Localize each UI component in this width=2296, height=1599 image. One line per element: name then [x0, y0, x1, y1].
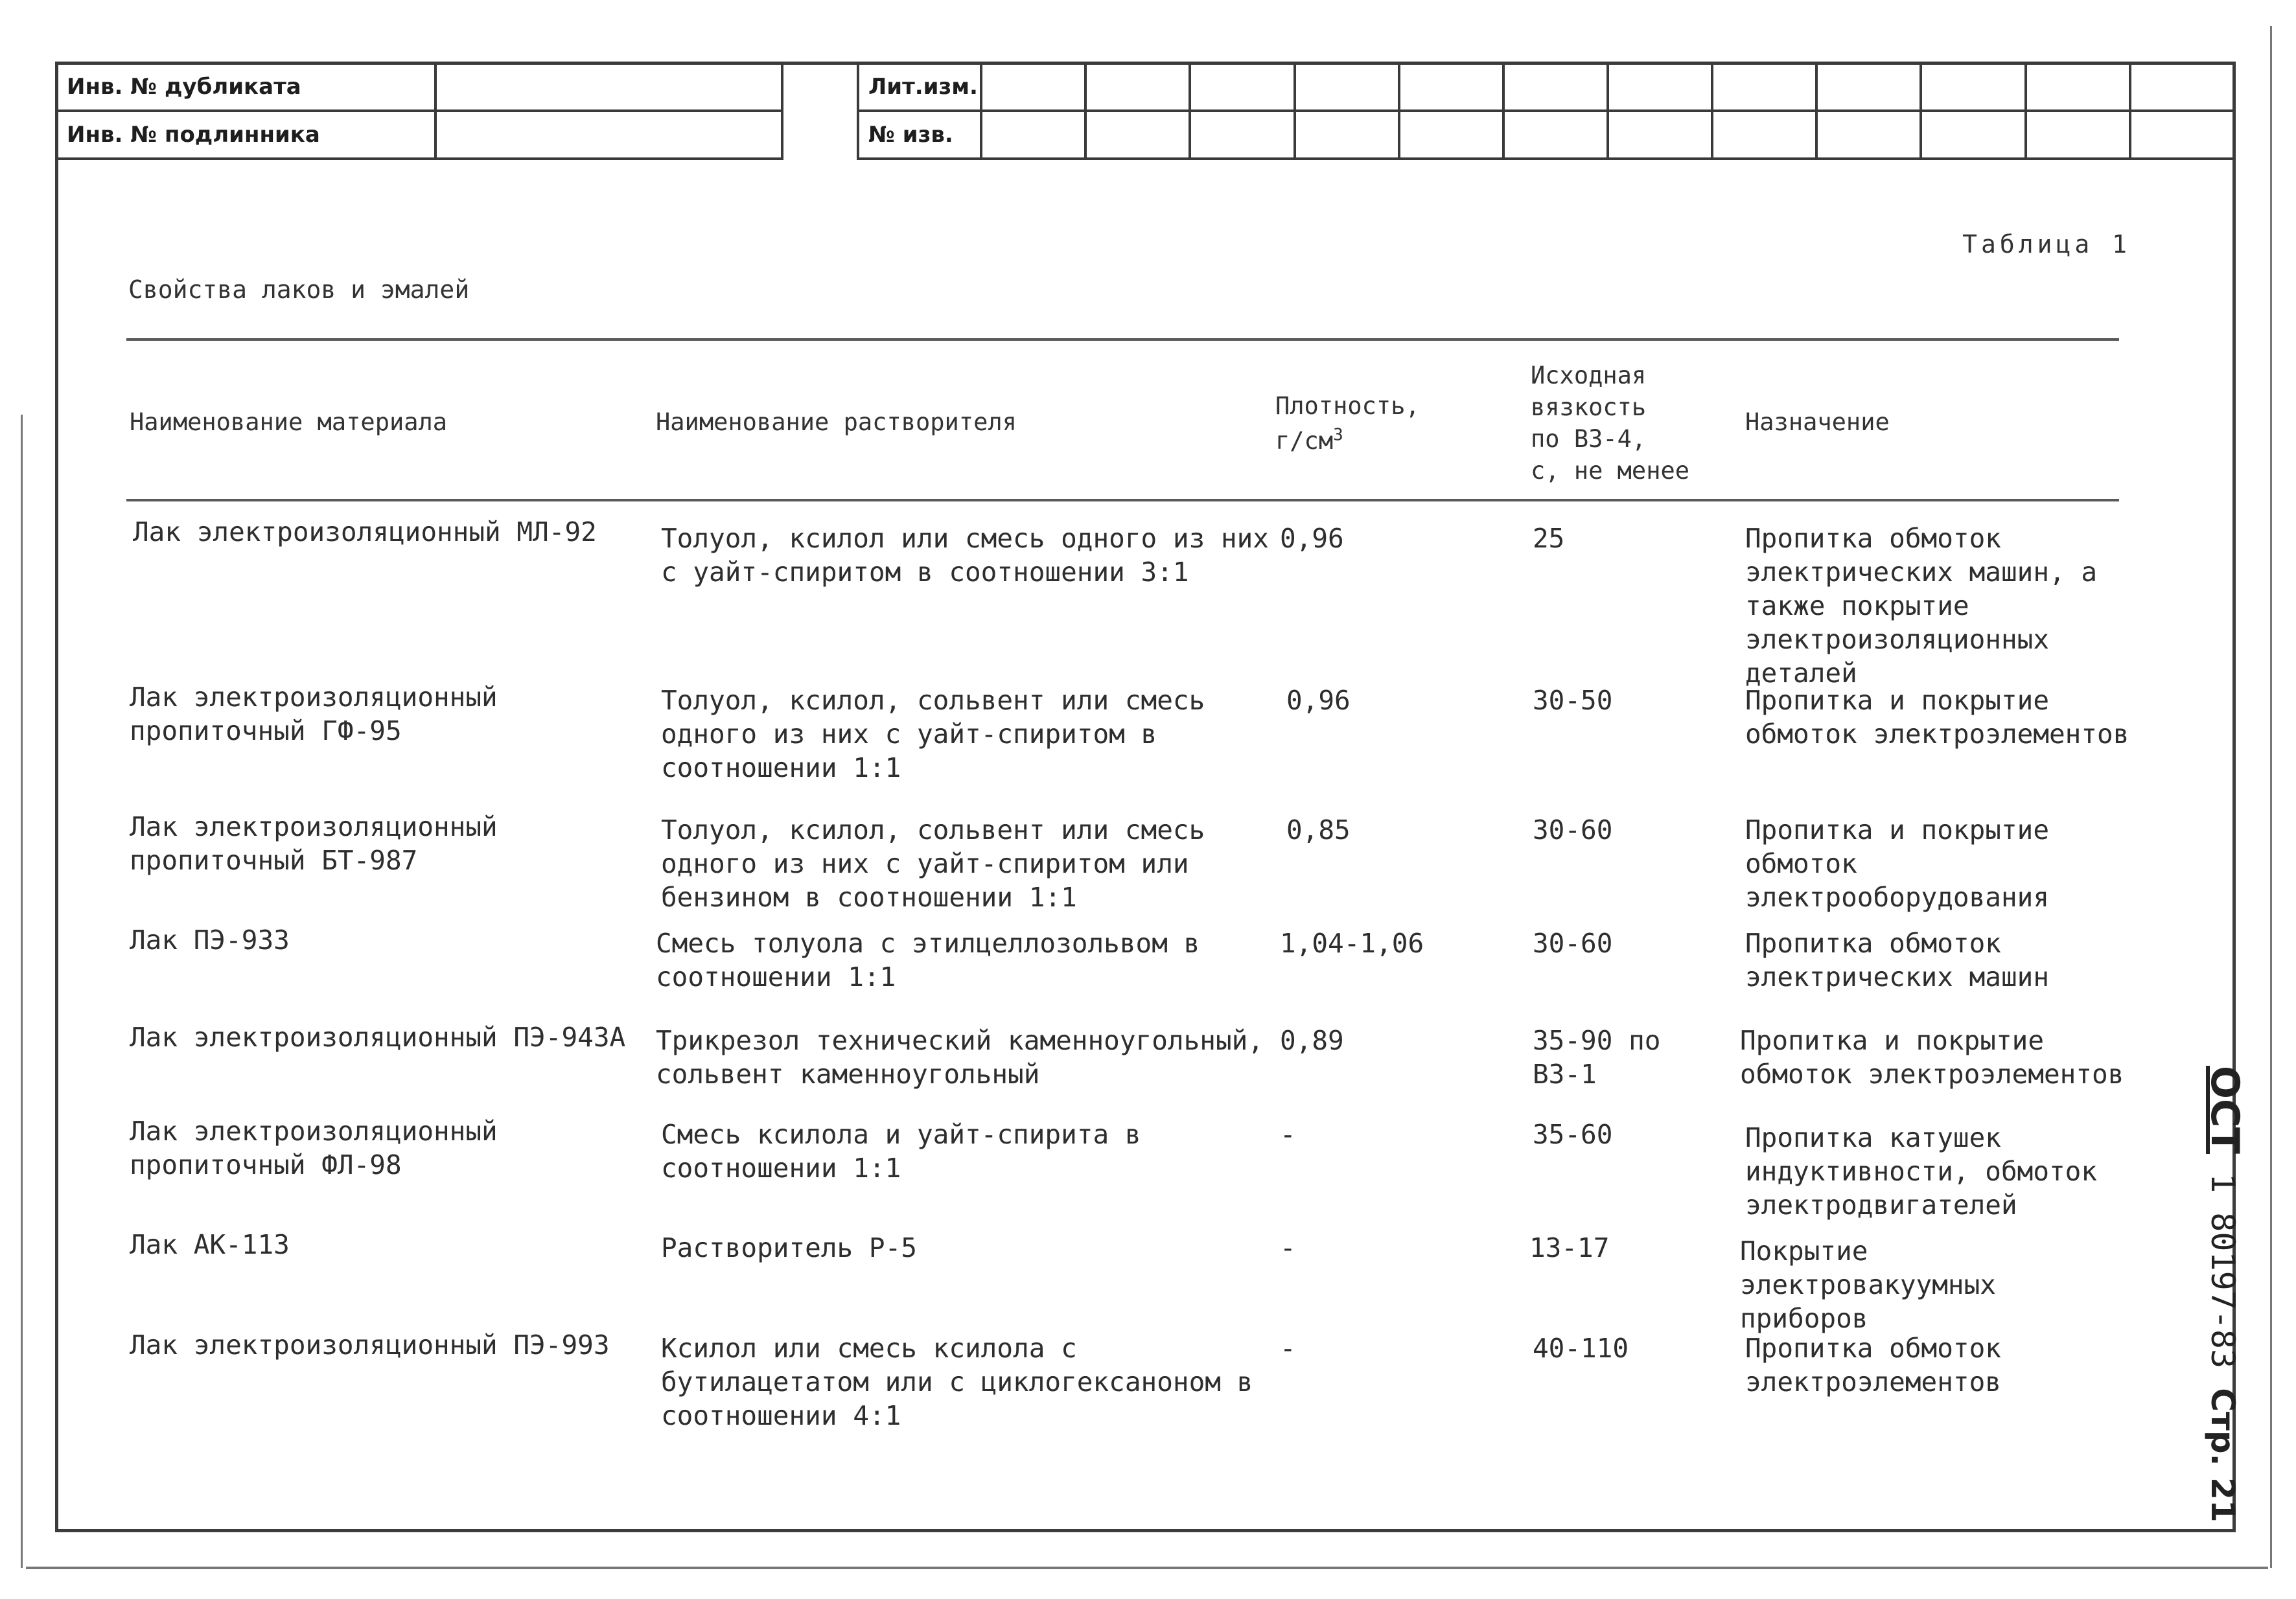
stamp-cell [1295, 111, 1399, 159]
cell-purpose: Пропитка катушек индуктивности, обмоток электродвигателей [1745, 1122, 2098, 1221]
page-number: Стр. 21 [2204, 1388, 2242, 1523]
cell-material: Лак электроизоляционный пропиточный БТ-987 [130, 811, 498, 876]
cell-purpose: Пропитка и покрытие обмоток электрооборудования [1745, 814, 2049, 913]
cell-density: 1,04-1,06 [1280, 928, 1424, 959]
header-viscosity-line: Исходная [1531, 362, 1647, 389]
stamp-cell [1190, 63, 1294, 111]
cell-viscosity: 35-60 [1533, 1119, 1613, 1150]
cell-purpose: Пропитка и покрытие обмоток электроэлементов [1745, 685, 2129, 750]
cell-solvent: Толуол, ксилол или смесь одного из них с уайт-спиритом в соотношении 3:1 [661, 523, 1269, 588]
header-density [1275, 389, 1420, 459]
cell-purpose: Покрытие электровакуумных приборов [1740, 1236, 1996, 1334]
cell-viscosity: 30-50 [1533, 685, 1613, 716]
stamp-cell [1712, 63, 1816, 111]
cell-solvent: Толуол, ксилол, сольвент или смесь одного из них с уайт-спиритом или бензином в соотношении 1:1 [661, 814, 1205, 913]
cell-solvent: Толуол, ксилол, сольвент или смесь одного из них с уайт-спиритом в соотношении 1:1 [661, 685, 1205, 783]
cell-material: Лак электроизоляционный пропиточный ФЛ-98 [130, 1116, 498, 1180]
header-viscosity [1531, 360, 1689, 487]
cell-material: Лак электроизоляционный ПЭ-993 [130, 1329, 610, 1361]
cell-material: Лак АК-113 [130, 1229, 290, 1260]
stamp-value [435, 63, 782, 111]
stamp-cell [1608, 111, 1712, 159]
header-viscosity-line: с, не менее [1531, 457, 1690, 485]
stamp-cell [1712, 111, 1816, 159]
stamp-cell [1503, 63, 1608, 111]
stamp-cell [1921, 111, 2025, 159]
cell-solvent: Трикрезол технический каменноугольный, сольвент каменноугольный [656, 1025, 1264, 1090]
stamp-value [435, 111, 782, 159]
stamp-cell [1190, 111, 1294, 159]
standard-designation [2202, 1066, 2247, 1523]
stamp-cell [981, 111, 1085, 159]
stamp-cell [1608, 63, 1712, 111]
stamp-cell [1085, 111, 1190, 159]
stamp-cell [1399, 63, 1503, 111]
stamp-cell [1921, 63, 2025, 111]
standard-code: ОСТ [2202, 1066, 2247, 1154]
stamp-cell [981, 63, 1085, 111]
stamp-row [858, 63, 2234, 111]
table-top-rule [126, 338, 2119, 341]
table-number: Таблица 1 [1962, 230, 2131, 259]
cell-density: 0,96 [1286, 685, 1351, 716]
bottom-margin-line [26, 1567, 2268, 1569]
cell-viscosity: 35-90 по ВЗ-1 [1533, 1025, 1661, 1090]
stamp-cell [2130, 111, 2234, 159]
cell-solvent: Ксилол или смесь ксилола с бутилацетатом или с циклогексаноном в соотношении 4:1 [661, 1333, 1253, 1431]
stamp-cell [2026, 111, 2130, 159]
stamp-row [56, 63, 782, 111]
stamp-label: Инв. № подлинника [56, 111, 435, 159]
standard-number: 1 80197-83 [2204, 1173, 2242, 1369]
stamp-cell [1295, 63, 1399, 111]
header-density-line1: Плотность, [1275, 392, 1420, 420]
stamp-cell [1399, 111, 1503, 159]
cell-purpose: Пропитка обмоток электрических машин [1745, 928, 2049, 993]
cell-material: Лак электроизоляционный пропиточный ГФ-95 [130, 682, 498, 746]
cell-solvent: Смесь ксилола и уайт-спирита в соотношении 1:1 [661, 1119, 1141, 1184]
cell-purpose: Пропитка обмоток электроэлементов [1745, 1333, 2001, 1398]
cell-density: 0,89 [1280, 1025, 1344, 1056]
stamp-row [858, 111, 2234, 159]
cell-density: 0,96 [1280, 523, 1344, 554]
cell-viscosity: 30-60 [1533, 814, 1613, 846]
stamp-label: Инв. № дубликата [56, 63, 435, 111]
header-density-line2: $г/см^3$ [1275, 425, 1343, 455]
header-viscosity-line: вязкость [1531, 393, 1647, 421]
cell-solvent: Растворитель Р-5 [661, 1232, 917, 1263]
stamp-cell [1816, 111, 1921, 159]
cell-material: Лак ПЭ-933 [130, 925, 290, 956]
cell-density: 0,85 [1286, 814, 1351, 846]
header-solvent: Наименование растворителя [656, 408, 1017, 436]
stamp-cell [1503, 111, 1608, 159]
header-material: Наименование материала [130, 408, 448, 436]
right-margin-line [2270, 26, 2272, 1568]
header-viscosity-line: по ВЗ-4, [1531, 425, 1647, 453]
table-header-rule [126, 499, 2119, 501]
cell-material: Лак электроизоляционный МЛ-92 [133, 516, 597, 547]
stamp-label: Лит.изм. [858, 63, 981, 111]
cell-density: - [1280, 1333, 1296, 1364]
cell-purpose: Пропитка обмоток электрических машин, а также покрытие электроизоляционных деталей [1745, 523, 2098, 689]
stamp-cell [1085, 63, 1190, 111]
header-density-exponent: 3 [1333, 425, 1343, 445]
cell-viscosity: 40-110 [1533, 1333, 1629, 1364]
stamp-cell [1816, 63, 1921, 111]
stamp-left [55, 62, 783, 160]
cell-density: - [1280, 1119, 1296, 1150]
cell-viscosity: 13-17 [1529, 1232, 1610, 1263]
cell-purpose: Пропитка и покрытие обмоток электроэлементов [1740, 1025, 2124, 1090]
cell-density: - [1280, 1232, 1296, 1263]
cell-solvent: Смесь толуола с этилцеллозольвом в соотношении 1:1 [656, 928, 1200, 993]
header-purpose: Назначение [1745, 408, 1890, 436]
table-caption: Свойства лаков и эмалей [128, 275, 470, 304]
left-margin-line [21, 415, 23, 1568]
stamp-cell [2026, 63, 2130, 111]
stamp-row [56, 111, 782, 159]
cell-viscosity: 30-60 [1533, 928, 1613, 959]
stamp-label: № изв. [858, 111, 981, 159]
stamp-right [857, 62, 2236, 160]
cell-material: Лак электроизоляционный ПЭ-943А [130, 1022, 626, 1053]
stamp-cell [2130, 63, 2234, 111]
cell-viscosity: 25 [1533, 523, 1565, 554]
